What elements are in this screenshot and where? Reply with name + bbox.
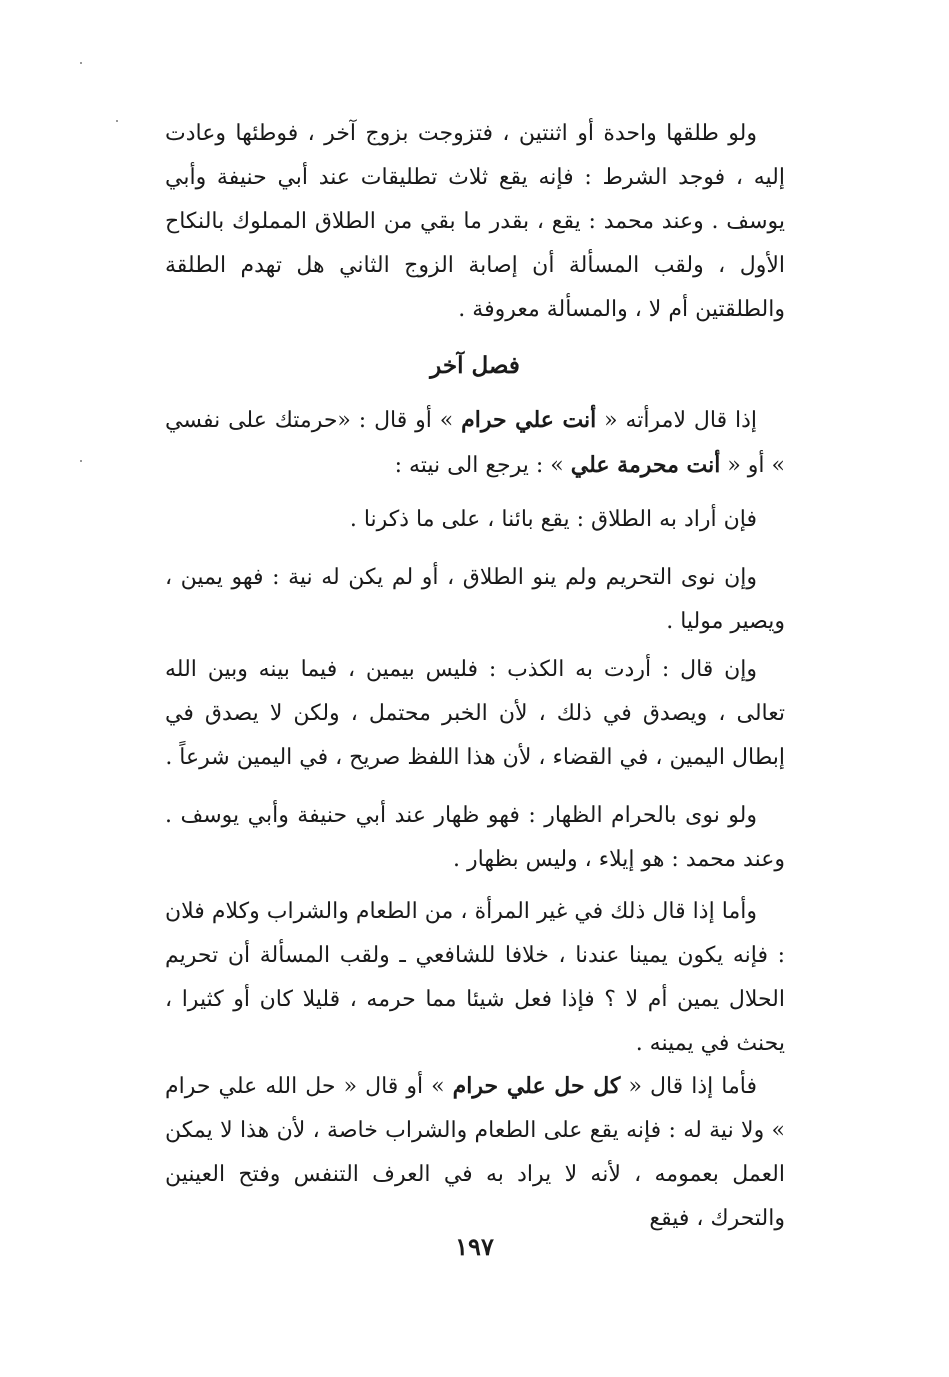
paragraph-2	[165, 398, 785, 488]
paragraph-8	[165, 1064, 785, 1241]
paragraph-2-text	[165, 398, 785, 488]
paragraph-1	[165, 112, 785, 332]
text-run: فأما إذا قال «	[620, 1074, 757, 1099]
page-number: ١٩٧	[455, 1232, 494, 1261]
paragraph-3	[165, 498, 785, 542]
paragraph-8-text	[165, 1064, 785, 1241]
text-run: » : يرجع الى نيته :	[394, 453, 571, 478]
section-heading: فصل آخر	[430, 352, 520, 379]
paragraph-5	[165, 648, 785, 780]
paragraph-6-text: ولو نوى بالحرام الظهار : فهو ظهار عند أبي حنيفة وأبي يوسف . وعند محمد : هو إيلاء ، وليس بظهار .	[165, 803, 785, 872]
paragraph-3-text: فإن أراد به الطلاق : يقع بائنا ، على ما ذكرنا .	[349, 507, 757, 532]
paragraph-6	[165, 794, 785, 882]
paragraph-1-text: ولو طلقها واحدة أو اثنتين ، فتزوجت بزوج آخر ، فوطئها وعادت إليه ، فوجد الشرط : فإنه يقع ثلاث تطليقات عند أبي حنيفة وأبي يوسف . وعند محمد : يقع ، بقدر ما بقي من الطلاق المملوك بالنكاح الأول ، ولقب المسألة أن إصابة الزوج الثاني هل تهدم الطلقة والطلقتين أم لا ، والمسألة معروفة .	[165, 121, 785, 322]
scan-speck	[80, 62, 82, 64]
scan-speck	[116, 120, 118, 122]
text-run: إذا قال لامرأته «	[596, 408, 757, 433]
text-run: » أو قال : «حرمتك على نفسي » أو «	[165, 408, 785, 478]
paragraph-7	[165, 890, 785, 1066]
paragraph-4	[165, 556, 785, 644]
scan-speck	[80, 460, 82, 462]
paragraph-7-text: وأما إذا قال ذلك في غير المرأة ، من الطعام والشراب وكلام فلان : فإنه يكون يمينا عندنا ، خلافا للشافعي ـ ولقب المسألة أن تحريم الحلال يمين أم لا ؟ فإذا فعل شيئا مما حرمه ، قليلا كان أو كثيرا ، يحنث في يمينه .	[165, 899, 785, 1056]
text-run: » أو قال « حل الله علي حرام » ولا نية له : فإنه يقع على الطعام والشراب خاصة ، لأن هذا لا يمكن العمل بعمومه ، لأنه لا يراد به في العرف التنفس وفتح العينين والتحرك ، فيقع	[165, 1074, 785, 1231]
paragraph-4-text: وإن نوى التحريم ولم ينو الطلاق ، أو لم يكن له نية : فهو يمين ، ويصير موليا .	[165, 565, 785, 634]
bold-phrase: أنت محرمة علي	[570, 452, 721, 478]
bold-phrase: كل حل علي حرام	[452, 1073, 621, 1099]
paragraph-5-text: وإن قال : أردت به الكذب : فليس بيمين ، فيما بينه وبين الله تعالى ، ويصدق في ذلك ، لأن الخبر محتمل ، ولكن لا يصدق في إبطال اليمين ، في القضاء ، لأن هذا اللفظ صريح ، في اليمين شرعاً .	[165, 657, 785, 770]
bold-phrase: أنت علي حرام	[461, 407, 597, 433]
